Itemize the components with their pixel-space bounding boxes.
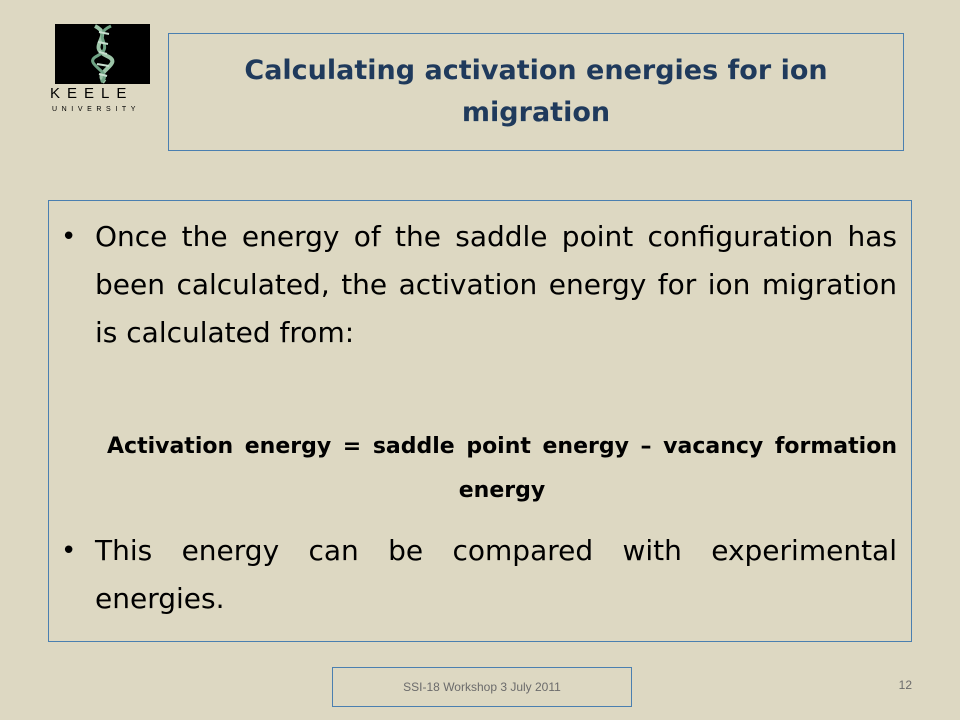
logo-wordmark: KEELE [50,85,134,102]
bullet-text: Once the energy of the saddle point configuration has been calculated, the activation energy for ion migration is calculated from: [95,220,897,349]
slide-number: 12 [898,678,912,692]
bullet-item [49,527,911,623]
dna-helix-icon [55,24,150,84]
footer-text: SSI-18 Workshop 3 July 2011 [332,667,632,707]
bullet-text: This energy can be compared with experimental energies. [95,534,897,615]
slide-title: Calculating activation energies for ion migration [244,55,828,128]
keele-university-logo [50,24,152,118]
content-placeholder [48,200,912,642]
bullet-item [49,213,911,357]
bullet-icon: • [61,536,77,566]
logo-subtitle: UNIVERSITY [52,106,141,113]
bullet-icon: • [61,222,77,252]
activation-energy-formula: Activation energy = saddle point energy – vacancy formation energy [107,434,897,503]
title-placeholder [168,33,904,151]
